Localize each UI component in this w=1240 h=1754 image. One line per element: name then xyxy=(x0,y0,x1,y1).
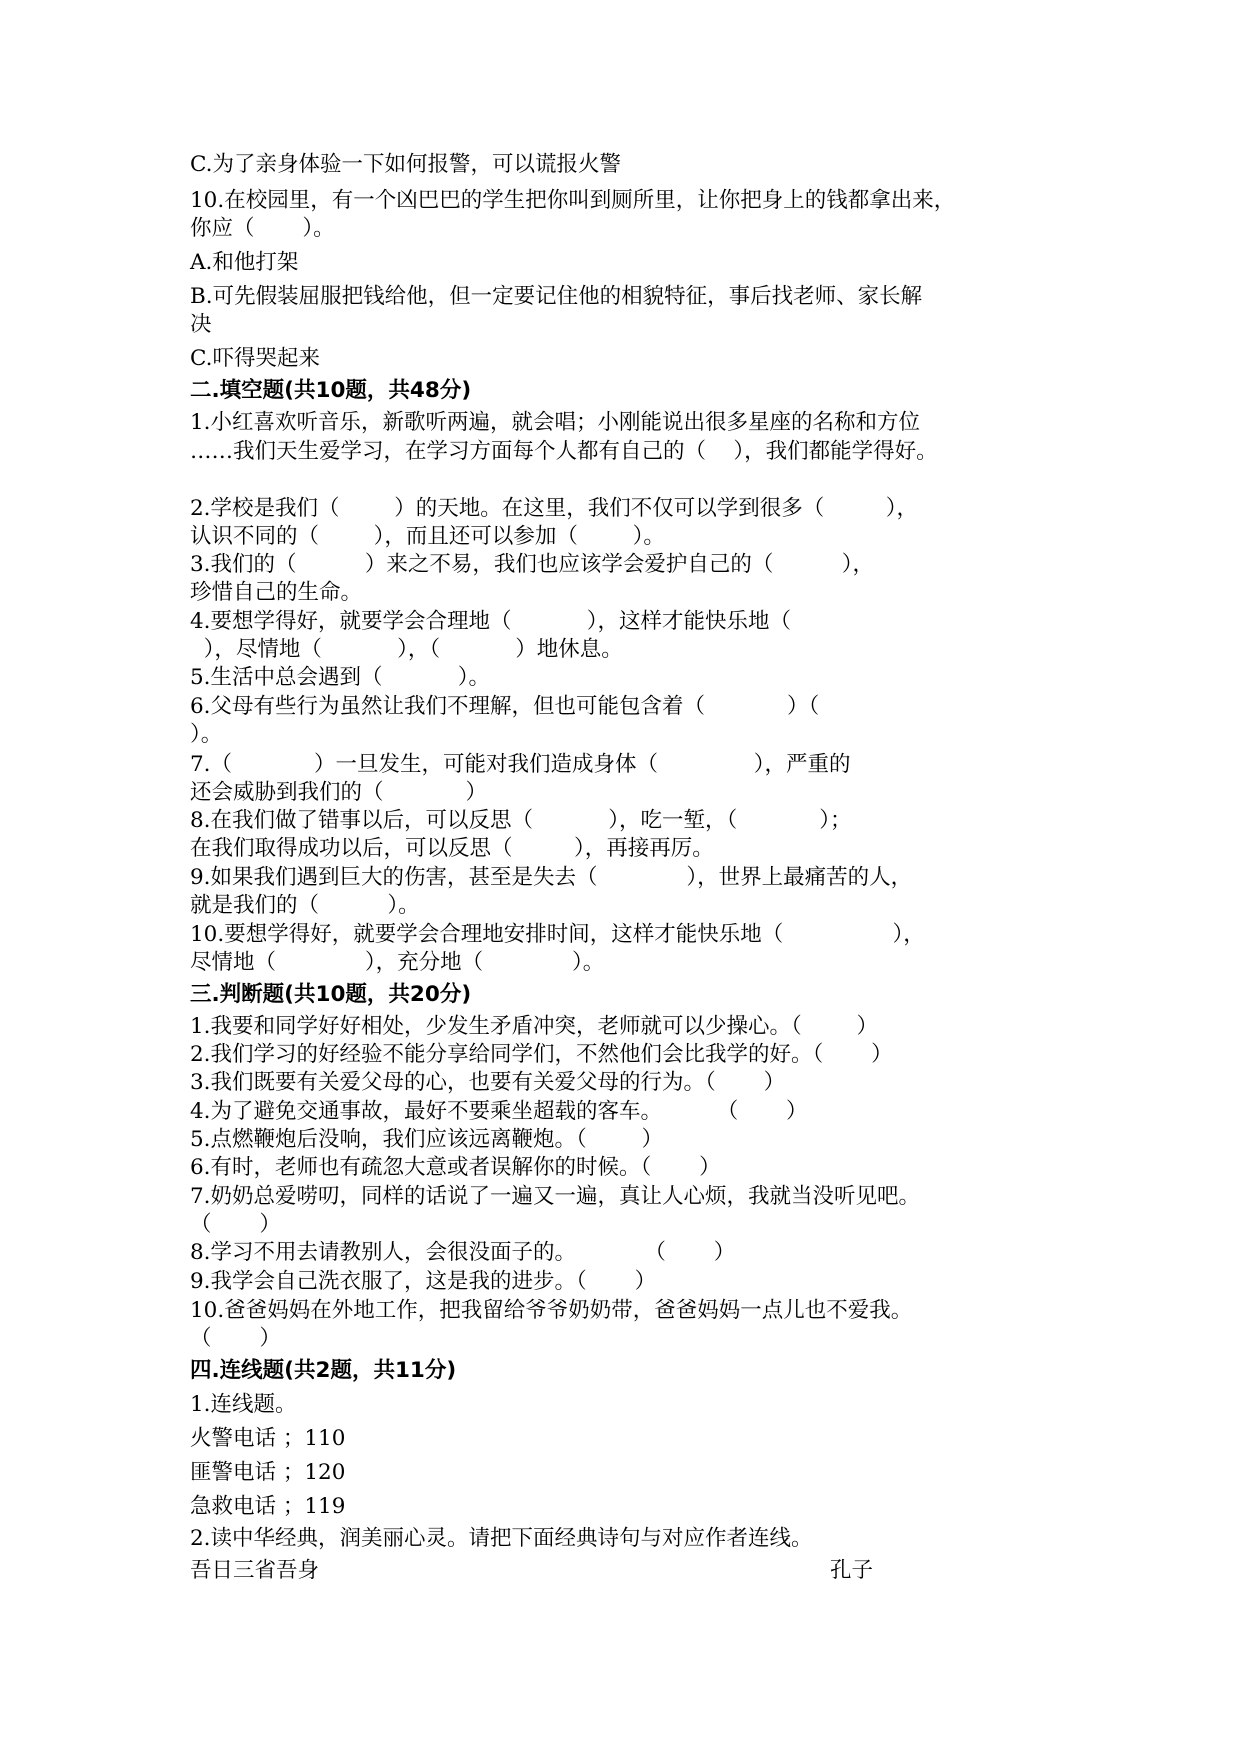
fill-q2-line1: 2.学校是我们（ ）的天地。在这里，我们不仅可以学到很多（ ）， xyxy=(190,496,918,521)
q9-option-c: C.为了亲身体验一下如何报警，可以谎报火警 xyxy=(190,152,622,177)
judge-q10-line1: 10.爸爸妈妈在外地工作，把我留给爷爷奶奶带，爸爸妈妈一点儿也不爱我。 xyxy=(190,1298,913,1323)
fill-q8-line2: 在我们取得成功以后，可以反思（ ），再接再厉。 xyxy=(190,836,714,861)
fill-q9-line1: 9.如果我们遇到巨大的伤害，甚至是失去（ ），世界上最痛苦的人， xyxy=(190,865,913,890)
fill-q7-line1: 7.（ ）一旦发生，可能对我们造成身体（ ），严重的 xyxy=(190,752,851,777)
fill-q1-line1: 1.小红喜欢听音乐，新歌听两遍，就会唱；小刚能说出很多星座的名称和方位 xyxy=(190,410,921,435)
match-q2-right-item: 孔子 xyxy=(830,1558,874,1583)
fill-q4-line1: 4.要想学得好，就要学会合理地（ ），这样才能快乐地（ xyxy=(190,609,791,634)
judge-q10-line2: （ ） xyxy=(190,1326,281,1351)
fill-q2-line2: 认识不同的（ ），而且还可以参加（ ）。 xyxy=(190,524,665,549)
fill-q9-line2: 就是我们的（ ）。 xyxy=(190,893,420,918)
judge-q8: 8.学习不用去请教别人，会很没面子的。 （ ） xyxy=(190,1240,736,1265)
fill-q5: 5.生活中总会遇到（ ）。 xyxy=(190,665,490,690)
judge-q7-line2: （ ） xyxy=(190,1212,281,1237)
fill-q6-line2: ）。 xyxy=(190,722,223,747)
fill-q10-line2: 尽情地（ ），充分地（ ）。 xyxy=(190,950,605,975)
section2-heading: 二.填空题(共10题，共48分) xyxy=(190,378,472,403)
q10-option-c: C.吓得哭起来 xyxy=(190,346,321,371)
q10-option-a: A.和他打架 xyxy=(190,250,299,275)
section4-heading: 四.连线题(共2题，共11分) xyxy=(190,1358,457,1383)
judge-q2: 2.我们学习的好经验不能分享给同学们，不然他们会比我学的好。（ ） xyxy=(190,1042,893,1067)
judge-q9: 9.我学会自己洗衣服了，这是我的进步。（ ） xyxy=(190,1269,657,1294)
judge-q3: 3.我们既要有关爱父母的心，也要有关爱父母的行为。（ ） xyxy=(190,1070,786,1095)
q10-stem-line1: 10.在校园里，有一个凶巴巴的学生把你叫到厕所里，让你把身上的钱都拿出来， xyxy=(190,188,956,213)
match-q1-row: 急救电话 ；119 xyxy=(190,1494,346,1519)
q10-stem-line2: 你应（ ）。 xyxy=(190,216,335,241)
section3-heading: 三.判断题(共10题，共20分) xyxy=(190,982,472,1007)
q10-option-b-line2: 决 xyxy=(190,312,212,337)
fill-q4-line2: ），尽情地（ ），（ ）地休息。 xyxy=(190,637,623,662)
match-q1-title: 1.连线题。 xyxy=(190,1392,297,1417)
fill-q6-line1: 6.父母有些行为虽然让我们不理解，但也可能包含着（ ）（ xyxy=(190,694,820,719)
fill-q3-line1: 3.我们的（ ）来之不易，我们也应该学会爱护自己的（ ）， xyxy=(190,552,874,577)
fill-q10-line1: 10.要想学得好，就要学会合理地安排时间，这样才能快乐地（ ）， xyxy=(190,922,925,947)
judge-q4: 4.为了避免交通事故，最好不要乘坐超载的客车。 （ ） xyxy=(190,1099,808,1124)
judge-q5: 5.点燃鞭炮后没响，我们应该远离鞭炮。（ ） xyxy=(190,1127,663,1152)
fill-q7-line2: 还会威胁到我们的（ ） xyxy=(190,780,488,805)
fill-q1-line2: ……我们天生爱学习，在学习方面每个人都有自己的（ ），我们都能学得好。 xyxy=(190,439,938,464)
judge-q1: 1.我要和同学好好相处，少发生矛盾冲突，老师就可以少操心。（ ） xyxy=(190,1014,878,1039)
match-q1-row: 匪警电话 ；120 xyxy=(190,1460,346,1485)
match-q2-left-item: 吾日三省吾身 xyxy=(190,1558,320,1583)
q10-option-b-line1: B.可先假装屈服把钱给他，但一定要记住他的相貌特征，事后找老师、家长解 xyxy=(190,284,923,309)
judge-q6: 6.有时，老师也有疏忽大意或者误解你的时候。（ ） xyxy=(190,1155,721,1180)
fill-q3-line2: 珍惜自己的生命。 xyxy=(190,580,363,605)
fill-q8-line1: 8.在我们做了错事以后，可以反思（ ），吃一堑，（ ）； xyxy=(190,808,852,833)
match-q1-row: 火警电话 ；110 xyxy=(190,1426,346,1451)
judge-q7-line1: 7.奶奶总爱唠叨，同样的话说了一遍又一遍，真让人心烦，我就当没听见吧。 xyxy=(190,1184,921,1209)
match-q2-title: 2.读中华经典，润美丽心灵。请把下面经典诗句与对应作者连线。 xyxy=(190,1526,813,1551)
